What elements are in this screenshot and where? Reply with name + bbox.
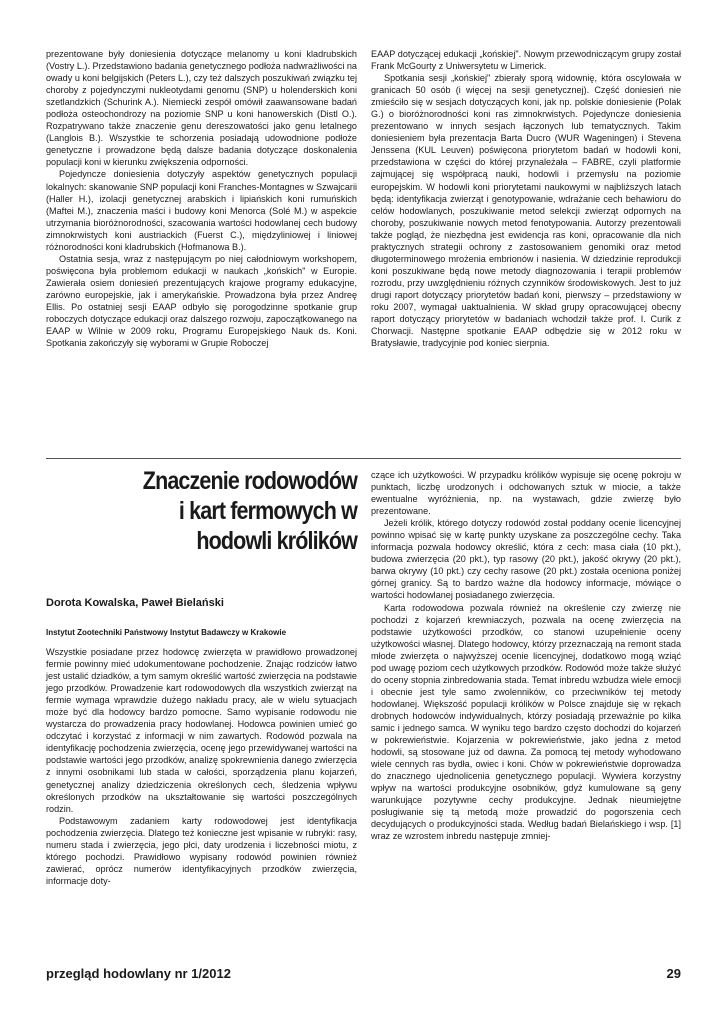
page-number: 29 xyxy=(666,966,681,981)
column-bottom-right xyxy=(371,469,681,842)
journal-footer: przegląd hodowlany nr 1/2012 xyxy=(46,966,231,981)
paragraph: Podstawowym zadaniem karty rodowodowej jest identyfikacja pochodzenia zwierzęcia. Dlatego też konieczne jest wpisanie w rubryki: rasy, numeru stada i zwierzęcia, jego płci, daty urodzenia i liczebności miotu, z którego pochodzi. Prawidłowo wypisany rodowód powinien również zawierać, oprócz numerów identyfikacyjnych przodków zwierzęcia, informacje doty- xyxy=(46,815,357,886)
paragraph: Karta rodowodowa pozwala również na określenie czy zwierzę nie pochodzi z kojarzeń krewniaczych, pozwala na ocenę zwierzęcia na podstawie użytkowości przodków, co stanowi uzupełnienie oceny użytkowości własnej. Dlatego hodowcy, którzy przeznaczają na remont stada młode zwierzęta o najwyższej ocenie licencyjnej, dodatkowo mogą wziąć pod uwagę poziom cech użytkowych przodków. Rodowód może także służyć do oceny stopnia zinbredowania stada. Temat inbredu wzbudza wiele emocji i obecnie jest tyle samo zwolenników, co przeciwników tej metody hodowlanej. Większość populacji królików w Polsce znajduje się w rękach drobnych hodowców indywidualnych, którzy posiadają przeważnie po kilka samic i jednego samca. W wyniku tego bardzo często dochodzi do kojarzeń w pokrewieństwie. Kojarzenia w pokrewieństwie, jako jedna z metod hodowli, są stosowane już od dawna. Za pomocą tej metody wyhodowano wiele cennych ras bydła, owiec i koni. Chów w pokrewieństwie doprowadza do znacznego ujednolicenia genetycznego populacji. Wywiera korzystny wpływ na wartości produkcyjne osobników, gdyż kumulowane są geny warunkujące pozytywne cechy produkcyjne. Jednak nieumiejętne posługiwanie się tą metodą może prowadzić do pogorszenia cech decydujących o produkcyjności stada. Według badań Bielańskiego i wsp. [1] wraz ze wzrostem inbredu następuje zmniej- xyxy=(371,602,681,842)
paragraph: czące ich użytkowości. W przypadku królików wypisuje się ocenę pokroju w punktach, liczbę urodzonych i odchowanych sztuk w miocie, a także ewentualne wyróżnienia, np. na wystawach, gdzie zwierzę było prezentowane. xyxy=(371,470,681,517)
section-divider xyxy=(46,458,681,459)
title-line: hodowli królików xyxy=(196,527,357,555)
column-top-right xyxy=(371,48,681,349)
title-line: Znaczenie rodowodów xyxy=(142,467,357,495)
paragraph: Ostatnia sesja, wraz z następującym po niej całodniowym workshopem, poświęcona była problemom edukacji w naukach „końskich" w Europie. Zawierała osiem doniesień prezentujących krajowe programy edukacyjne, zarówno europejskie, jak i amerykańskie. Prowadzona była przez Andreę Ellis. Po ostatniej sesji EAAP odbyło się porogodzinne spotkanie grup roboczych dotyczące edukacji oraz dalszego rozwoju, zapoczątkowanego na EAAP w Wilnie w 2009 roku, Programu Europejskiego Nauk ds. Koni. Spotkania zakończyły się wyborami w Grupie Roboczej xyxy=(46,253,357,349)
paragraph: Pojedyncze doniesienia dotyczyły aspektów genetycznych populacji lokalnych: skanowanie SNP populacji koni Franches-Montagnes w Szwajcarii (Haller H.), izolacji genetycznej arabskich i lipiańskich koni rumuńskich (Maftei M.), znaczenia maści i budowy koni Menorca (Solé M.) w aspekcie utrzymania bioróżnorodności, szacowania wartości hodowlanej cech budowy zimnokrwistych koni austriackich (Fuerst C.), międzyliniowej i liniowej różnorodności koni kladrubskich (Hofmanowa B.). xyxy=(46,169,357,252)
paragraph: EAAP dotyczącej edukacji „końskiej". Nowym przewodniczącym grupy został Frank McGourty z Uniwersytetu w Limerick. xyxy=(371,49,681,72)
article-authors: Dorota Kowalska, Paweł Bielański xyxy=(46,597,224,609)
article-title xyxy=(46,466,357,556)
title-line: i kart fermowych w xyxy=(178,497,357,525)
paragraph: prezentowane były doniesienia dotyczące melanomy u koni kladrubskich (Vostry L.). Przedstawiono badania genetycznego podłoża nadwrażliwości na owady u koni belgijskich (Peters L.), czy też dalszych poszukiwań związku tej choroby z pojedynczymi nukleotydami genomu (SNP) u holenderskich koni szetlandzkich (Schurink A.). Niemiecki zespół omówił zaawansowane badań podłoża osteochondrozy na poziomie SNP u koni hanowerskich (Distl O.). Rozpatrywano także znaczenie genu dereszowatości jako genu letalnego (Langlois B.). Wszystkie te schorzenia posiadają udowodnione podłoże genetyczne i prowadzone będą dalsze badania dotyczące doskonalenia populacji koni w kierunku zwiększenia odporności. xyxy=(46,49,357,168)
article-affiliation: Instytut Zootechniki Państwowy Instytut Badawczy w Krakowie xyxy=(46,628,287,637)
column-bottom-left xyxy=(46,646,357,887)
paragraph: Spotkania sesji „końskiej" zbierały sporą widownię, która oscylowała w granicach 50 osób (i więcej na sesji genetycznej). Część doniesień nie zmieściło się w sesjach dotyczących koni, jak np. polskie doniesienie (Polak G.) o bioróżnorodności koni ras zimnokrwistych. Pojedyncze doniesienia prezentowano w innych sesjach łączonych lub tematycznych. Takim doniesieniem była prezentacja Barta Ducro (WUR Wageningen) i Stevena Jenssena (KUL Leuven) poświęcona priorytetom badań w hodowli koni, przedstawiona w części do której przynależała – FABRE, czyli platformie zajmującej się współpracą nauki, hodowli i przemysłu na poziomie europejskim. W hodowli koni priorytetami naukowymi w najbliższych latach będą: identyfikacja zwierząt i genotypowanie, wdrażanie cech behawioru do celów hodowlanych, poszukiwanie metod selekcji zwierząt odpornych na choroby, poszukiwanie nowych metod fenotypowania. Autorzy prezentowali także pogląd, że niezbędna jest ewidencja ras koni, opracowanie dla nich praktycznych strategii ochrony z zastosowaniem genomiki oraz metod długoterminowego mrożenia embrionów i nasienia. W dziedzinie reprodukcji koni poszukiwane będą nowe metody diagnozowania i terapii problemów rozrodu, przy uwzględnieniu różnych czynników środowiskowych. Jest to już drugi raport dotyczący priorytetów badań koni, pierwszy – przedstawiony w roku 2007, wymagał uaktualnienia. W skład grupy opracowującej obecny raport dotyczący priorytetów w badaniach wchodził także prof. I. Curik z Chorwacji. Następne spotkanie EAAP odbędzie się w 2012 roku w Bratysławie, tradycyjnie pod koniec sierpnia. xyxy=(371,73,681,349)
paragraph: Jeżeli królik, którego dotyczy rodowód został poddany ocenie licencyjnej powinno wpisać się w kartę punkty uzyskane za poszczególne cechy. Taka informacja pozwala hodowcy określić, która z cech: masa ciała (10 pkt.), budowa zwierzęcia (20 pkt.), typ rasowy (20 pkt.), jakość okrywy (20 pkt.), barwa okrywy (10 pkt.) czy cechy rasowe (20 pkt.) została oceniona poniżej górnej granicy. Są to bardzo ważne dla hodowcy informacje, mówiące o wartości hodowlanej posiadanego zwierzęcia. xyxy=(371,518,681,601)
paragraph: Wszystkie posiadane przez hodowcę zwierzęta w prawidłowo prowadzonej fermie powinny mieć udokumentowane pochodzenie. Znając rodziców łatwo jest ustalić dziadków, a tym samym określić wartość zwierzęcia na podstawie jego przodków. Prowadzenie kart rodowodowych dla wszystkich zwierząt na fermie wymaga wprawdzie dużego nakładu pracy, ale w wielu sytuacjach może być dla hodowcy bardzo pomocne. Samo wypisanie rodowodu nie wystarcza do prowadzenia pracy hodowlanej. Hodowca powinien umieć go odczytać i korzystać z informacji w nim zawartych. Rodowód pozwala na identyfikację pochodzenia zwierzęcia, ocenę jego przewidywanej wartości na podstawie wartości jego przodków, analizę spokrewnienia danego zwierzęcia z innymi osobnikami lub stada w całości, sporządzenia planu kojarzeń, genetycznej analizy dziedziczenia określonych cech, śledzenia wpływu określonych przodków na ukształtowanie się wartości poszczególnych rodzin. xyxy=(46,647,357,814)
column-top-left xyxy=(46,48,357,349)
